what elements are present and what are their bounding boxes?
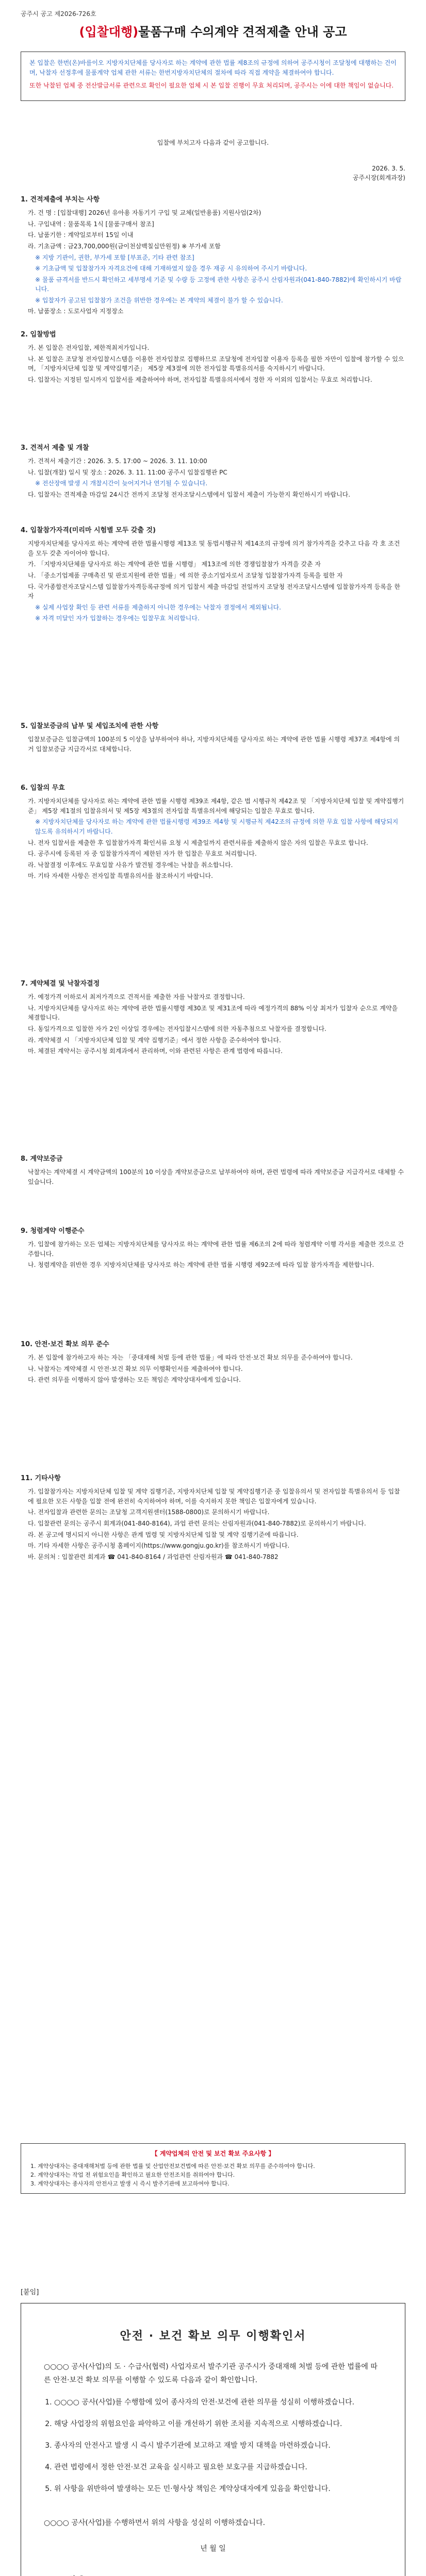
section-line: 마. 납품장소 : 도로사업자 지정장소 xyxy=(28,308,124,315)
section-line: 다. 공주시에 등록된 자 중 입찰참가자격이 제한된 자가 한 입찰은 무효로 처리합니다. xyxy=(28,850,257,858)
section-line: 낙찰자는 계약체결 시 계약금액의 100분의 10 이상을 계약보증금으로 납부하여야 하며, 관련 법령에 따라 계약보증금 지급각서로 대체할 수 있습니다. xyxy=(28,1168,404,1185)
section-line: 가. 입찰참가자는 지방자치단체 입찰 및 계약 집행기준, 지방자치단체 입찰 및 계약집행기준 중 입찰유의서 및 전자입찰 특별유의서 등 입찰에 필요한 모든 사항을 입찰 전에 완전히 숙지하여야 하며, 이를 숙지하지 못한 책임은 입찰자에게 있습니다. xyxy=(28,1488,400,1505)
section-s11 xyxy=(21,1473,405,1563)
section-line: 가. 예정가격 이하로서 최저가격으로 견적서를 제출한 자를 낙찰자로 결정합니다. xyxy=(28,993,245,1001)
form-item: 5. 위 사항을 위반하여 발생하는 모든 민·형사상 책임은 계약상대자에게 있음을 확인합니다. xyxy=(54,2483,382,2496)
section-line: 나. 입찰(개찰) 일시 및 장소 : 2026. 3. 11. 11:00 공주시 입찰집행관 PC xyxy=(28,468,227,476)
section-line: ※ 실제 사업장 확인 등 관련 서류를 제출하지 아니한 경우에는 낙찰자 결정에서 제외됩니다. xyxy=(35,603,281,611)
section-line: 다. 납품기한 : 계약일로부터 15일 이내 xyxy=(28,231,134,239)
title-tag: (입찰대행) xyxy=(79,25,139,39)
issuer: 공주시장(회계과장) xyxy=(352,174,405,181)
section-line: 라. 계약체결 시 「지방자치단체 입찰 및 계약 집행기준」에서 정한 사항을 준수하여야 합니다. xyxy=(28,1036,281,1044)
section-line: 마. 기타 자세한 사항은 공주시청 홈페이지(https://www.gongju.go.kr)를 참조하시기 바랍니다. xyxy=(28,1542,290,1550)
section-title: 6. 입찰의 무효 xyxy=(21,784,65,792)
section-line: 라. 기초금액 : 금23,700,000원(금이천삼백칠십만원정) ※ 부가세 포함 xyxy=(28,242,221,250)
section-line: 나. 낙찰자는 계약체결 시 안전·보건 확보 의무 이행확인서를 제출하여야 합니다. xyxy=(28,1365,243,1372)
notice-box xyxy=(21,52,405,101)
section-s7 xyxy=(21,979,405,1058)
section-line: ※ 기초금액 및 입찰참가자 자격요건에 대해 기재하였지 않을 경우 재공 시 유의하여 주시기 바랍니다. xyxy=(35,265,307,273)
section-line: 다. 입찰자는 견적제출 마감일 24시간 전까지 조달청 전자조달시스템에서 입찰서 제출이 가능한지 확인하시기 바랍니다. xyxy=(28,490,351,498)
section-line: 가. 견적서 제출기간 : 2026. 3. 5. 17:00 ~ 2026. 3. 11. 10:00 xyxy=(28,457,207,465)
section-line: 가. 입찰에 참가하는 모든 업체는 지방자치단체를 당사자로 하는 계약에 관한 법률 제6조의 2에 따라 청렴계약 이행 각서를 제출한 것으로 간주합니다. xyxy=(28,1241,404,1258)
intro-text: 입찰에 부치고자 다음과 같이 공고합니다. xyxy=(157,139,269,146)
safety-item: 2. 계약상대자는 작업 전 위험요인을 확인하고 필요한 안전조치를 취하여야 합니다. xyxy=(38,2171,398,2179)
section-s6 xyxy=(21,783,405,883)
safety-box xyxy=(21,2143,405,2194)
section-line: 입찰보증금은 입찰금액의 100분의 5 이상을 납부하여야 하나, 지방자치단체를 당사자로 하는 계약에 관한 법률 시행령 제37조 제4항에 의거 입찰보증금 지급각서로 대체합니다. xyxy=(28,736,400,753)
form-closing: ○○○○ 공사(사업)를 수행하면서 위의 사항을 성실히 이행하겠습니다. xyxy=(44,2518,266,2527)
section-line: 가. 본 입찰은 전자입찰, 제한적최저가입니다. xyxy=(28,344,150,352)
section-line: 마. 기타 자세한 사항은 전자입찰 특별유의서를 참조하시기 바랍니다. xyxy=(28,872,213,880)
section-line: 다. 동일가격으로 입찰한 자가 2인 이상일 경우에는 전자입찰시스템에 의한 자동추첨으로 낙찰자를 결정합니다. xyxy=(28,1025,326,1032)
section-line: 다. 입찰자는 지정된 일시까지 입찰서를 제출하여야 하며, 전자입찰 특별유의서에서 정한 자 이외의 입찰서는 무효로 처리합니다. xyxy=(28,376,372,383)
section-s5 xyxy=(21,721,405,755)
section-line: ※ 물품 규격서를 반드시 확인하고 세부명세 기준 및 수량 등 고정에 관한 사항은 공주시 산림자원과(041-840-7882)에 확인하시기 바랍니다. xyxy=(35,276,402,293)
section-line: 바. 문의처 : 입찰관련 회계과 ☎ 041-840-8164 / 과업관련 산림자원과 ☎ 041-840-7882 xyxy=(28,1553,278,1561)
section-line: 가. 지방자치단체를 당사자로 하는 계약에 관한 법률 시행령 제39조 제4항, 같은 법 시행규칙 제42조 및 「지방자치단체 입찰 및 계약집행기준」 제5장 제1절의 입찰유의서 및 제5장 제3절의 전자입찰 특별유의서에 해당되는 입찰은 무효로 합니다. xyxy=(28,798,404,815)
confirmation-form xyxy=(21,2303,405,2576)
section-line: ※ 자격 미달인 자가 입찰하는 경우에는 입찰무효 처리합니다. xyxy=(35,615,200,622)
section-line: 마. 체결된 계약서는 공주시청 회계과에서 관리하며, 이와 관련된 사항은 관계 법령에 따릅니다. xyxy=(28,1047,283,1055)
section-s10 xyxy=(21,1340,405,1386)
section-line: ※ 전산장애 발생 시 개찰시간이 늦어지거나 연기될 수 있습니다. xyxy=(35,480,208,487)
section-s3 xyxy=(21,443,405,501)
form-item: 1. ○○○○ 공사(사업)를 수행함에 있어 종사자의 안전·보건에 관한 의무를 성실히 이행하겠습니다. xyxy=(54,2396,382,2410)
section-title: 10. 안전·보건 확보 의무 준수 xyxy=(21,1341,109,1348)
attachment-tag: [붙임] xyxy=(21,2289,39,2296)
section-line: 나. 지방자치단체를 당사자로 하는 계약에 관한 법률시행령 제30조 및 제31조에 따라 예정가격의 88% 이상 최저가 입찰자 순으로 계약을 체결합니다. xyxy=(28,1004,398,1022)
section-line: 나. 구입내역 : 물품목록 1식 [물품구매서 참조] xyxy=(28,220,154,228)
section-line: 나. 본 입찰은 조달청 전자입찰시스템을 이용한 전자입찰로 집행하므로 조달청에 전자입찰 이용자 등록을 필한 자만이 입찰에 참가할 수 있으며, 「지방자치단체 입찰 및 계약집행기준」 제5장 제3절에 의한 전자입찰 특별유의서를 숙지하시기 바랍니다. xyxy=(28,355,404,372)
form-item: 3. 종사자의 안전사고 발생 시 즉시 발주기관에 보고하고 재발 방지 대책을 마련하겠습니다. xyxy=(54,2439,382,2453)
form-title: 안전 · 보건 확보 의무 이행확인서 xyxy=(120,2330,306,2343)
form-item: 2. 해당 사업장의 위험요인을 파악하고 이를 개선하기 위한 조치를 지속적으로 시행하겠습니다. xyxy=(54,2418,382,2431)
section-title: 5. 입찰보증금의 납부 및 세입조치에 관한 사항 xyxy=(21,722,159,730)
issue-info xyxy=(353,164,405,182)
issue-date: 2026. 3. 5. xyxy=(372,165,405,172)
section-s9 xyxy=(21,1226,405,1272)
safety-item: 1. 계약상대자는 중대재해처벌 등에 관한 법률 및 산업안전보건법에 따른 안전·보건 확보 의무를 준수하여야 합니다. xyxy=(38,2162,398,2171)
section-title: 1. 견적제출에 부치는 사항 xyxy=(21,196,100,204)
section-line: 가. 본 입찰에 참가하고자 하는 자는 「중대재해 처벌 등에 관한 법률」에 따라 안전·보건 확보 의무를 준수하여야 합니다. xyxy=(28,1354,353,1362)
section-line: 다. 국가종합전자조달시스템 입찰참가자격등록규정에 의거 입찰서 제출 마감일 전일까지 조달청 전자조달시스템에 입찰참가자격 등록을 한 자 xyxy=(28,583,400,600)
safety-item: 3. 계약상대자는 종사자의 안전사고 발생 시 즉시 발주기관에 보고하여야 합니다. xyxy=(38,2179,398,2188)
form-signature-block xyxy=(44,2573,382,2576)
section-title: 4. 입찰참가자격(미리마 시험별 모두 갖출 것) xyxy=(21,527,156,534)
section-line: 가. 「지방자치단체를 당사자로 하는 계약에 관한 법률 시행령」 제13조에 의한 경쟁입찰참가 자격을 갖춘 자 xyxy=(28,561,321,568)
section-line: 라. 본 공고에 명시되지 아니한 사항은 관계 법령 및 지방자치단체 입찰 및 계약 집행기준에 따릅니다. xyxy=(28,1531,299,1538)
section-title: 8. 계약보증금 xyxy=(21,1155,63,1163)
section-line: 가. 건 명 : [입찰대행] 2026년 유아용 자동기기 구입 및 교체(일반용품) 지원사업(2차) xyxy=(28,209,261,217)
section-line: 나. 청렴계약을 위반한 경우 지방자치단체를 당사자로 하는 계약에 관한 법률 시행령 제92조에 따라 입찰 참가자격을 제한합니다. xyxy=(28,1261,374,1269)
notice-box-p2: 또한 낙찰된 업체 중 전산발급서류 관련으로 확인이 필요한 업체 시 본 입찰 진행이 무효 처리되며, 공주시는 이에 대한 책임이 없습니다. xyxy=(29,82,394,90)
section-s8 xyxy=(21,1154,405,1188)
section-title: 7. 계약체결 및 낙찰자결정 xyxy=(21,980,100,988)
section-line: 나. 「중소기업제품 구매촉진 및 판로지원에 관한 법률」에 의한 중소기업자로서 조달청 입찰참가자격 등록을 필한 자 xyxy=(28,571,343,579)
title-text: 물품구매 수의계약 견적제출 안내 공고 xyxy=(138,25,347,39)
form-sign-line xyxy=(64,2573,382,2576)
section-line: 지방자치단체를 당사자로 하는 계약에 관한 법률시행령 제13조 및 동법시행규칙 제14조의 규정에 의거 참가자격을 갖추고 다음 각 호 조건을 모두 갖춘 자이어야 합니다. xyxy=(28,540,400,557)
section-s1 xyxy=(21,195,405,318)
form-intro: ○○○○ 공사(사업)의 도 · 수급사(협력) 사업자로서 발주기관 공주시가 중대재해 처벌 등에 관한 법률에 따른 안전·보건 확보 의무를 이행할 수 있도록 다음과 같이 확인합니다. xyxy=(44,2362,378,2384)
section-line: ※ 입찰자가 공고된 입찰참가 조건을 위반한 경우에는 본 계약의 체결이 불가 할 수 있습니다. xyxy=(35,296,283,304)
section-title: 11. 기타사항 xyxy=(21,1475,61,1482)
section-line: ※ 지방자치단체를 당사자로 하는 계약에 관한 법률시행령 제39조 제4항 및 시행규칙 제42조의 규정에 의한 무효 입찰 사항에 해당되지 않도록 유의하시기 바랍니다. xyxy=(35,818,399,835)
section-title: 9. 청렴계약 이행준수 xyxy=(21,1227,85,1235)
section-title: 3. 견적서 제출 및 개찰 xyxy=(21,444,89,452)
section-line: 다. 관련 의무를 이행하지 않아 발생하는 모든 책임은 계약상대자에게 있습니다. xyxy=(28,1376,241,1384)
page-title xyxy=(0,23,426,42)
safety-heading: 【 계약업체의 안전 및 보건 확보 주요사항 】 xyxy=(151,2150,275,2157)
section-s4 xyxy=(21,526,405,625)
form-date: 년 월 일 xyxy=(200,2544,226,2553)
notice-box-p1: 본 입찰은 한번(온)바를이오 지방자치단체를 당사자로 하는 계약에 관한 법률 제8조의 규정에 의하여 공주시청이 조달청에 대행하는 건이며, 낙찰자 선정후에 물품계약 업체 관한 서류는 한번지방자치단체의 절차에 따라 직접 계약을 체결하여야 합니다. xyxy=(29,59,397,77)
section-line: 라. 낙찰결정 이후에도 무효입찰 사유가 발견될 경우에는 낙찰을 취소합니다. xyxy=(28,861,233,869)
section-line: 나. 전자입찰과 관련한 문의는 조달청 고객지원센터(1588-0800)로 문의하시기 바랍니다. xyxy=(28,1509,270,1516)
section-line: 다. 입찰관련 문의는 공주시 회계과(041-840-8164), 과업 관련 문의는 산림자원과(041-840-7882)로 문의하시기 바랍니다. xyxy=(28,1519,366,1527)
section-title: 2. 입찰방법 xyxy=(21,331,56,338)
section-line: ※ 지방 기관이, 권한, 부가세 포함 [부표준, 기타 관련 참조] xyxy=(35,253,194,261)
section-line: 나. 전자 입찰서를 제출한 후 입찰참가자격 확인서류 요청 시 제출일까지 관련서류를 제출하지 않은 자의 입찰은 무효로 합니다. xyxy=(28,839,368,846)
form-item: 4. 관련 법령에서 정한 안전·보건 교육을 실시하고 필요한 보호구를 지급하겠습니다. xyxy=(54,2461,382,2475)
notice-number: 공주시 공고 제2026-726호 xyxy=(21,10,96,18)
section-s2 xyxy=(21,330,405,386)
